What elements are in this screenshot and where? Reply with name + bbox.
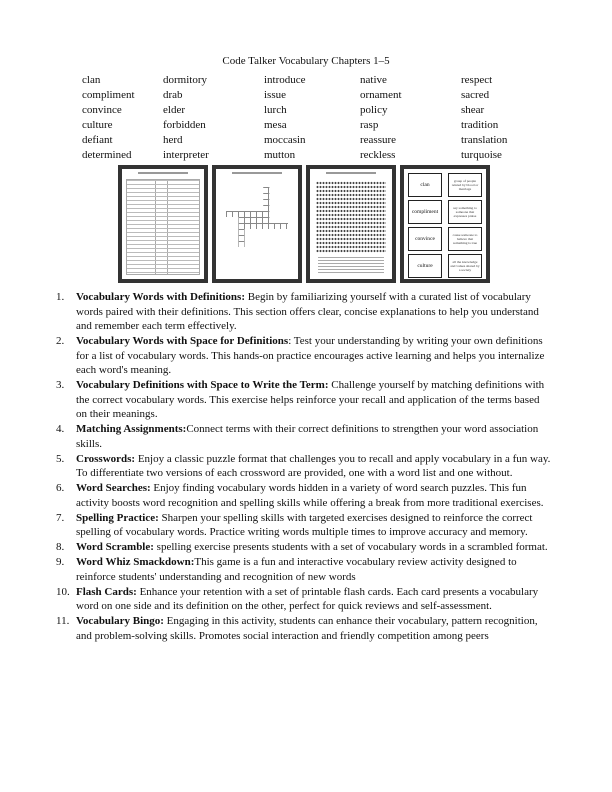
vocab-word: drab xyxy=(163,89,183,101)
vocab-word: mesa xyxy=(264,119,287,131)
item-number: 10. xyxy=(56,585,70,598)
item-heading: Word Whiz Smackdown: xyxy=(76,556,195,568)
vocab-word: moccasin xyxy=(264,134,306,146)
vocab-word: introduce xyxy=(264,74,306,86)
vocab-word: clan xyxy=(82,74,101,86)
item-description: This game is a fun and interactive vocabulary review activity designed to reinforce students' understanding and recognition of new words xyxy=(76,556,517,583)
flashcard-term: clan xyxy=(408,173,442,197)
item-heading: Crosswords: xyxy=(76,452,136,465)
vocab-word: policy xyxy=(360,104,388,116)
vocab-word: ornament xyxy=(360,89,402,101)
vocab-word: determined xyxy=(82,149,132,161)
list-item xyxy=(56,540,552,555)
item-heading: Vocabulary Words with Definitions: xyxy=(76,291,245,303)
list-item xyxy=(56,585,552,614)
item-number: 3. xyxy=(56,379,65,391)
list-item xyxy=(56,422,552,451)
activity-list xyxy=(56,290,552,644)
vocabulary-word-grid xyxy=(82,73,542,163)
item-description: Engaging in this activity, students can enhance their vocabulary, pattern recognition, and problem-solving skills. Promotes social interaction and friendly competition among peers xyxy=(76,615,538,642)
flashcard-definition: cause someone to believe that something is true xyxy=(448,227,482,251)
item-number: 2. xyxy=(56,335,65,347)
item-number: 4. xyxy=(56,423,65,435)
preview-thumbnails xyxy=(118,165,490,283)
vocab-word: compliment xyxy=(82,89,135,101)
item-heading: Vocabulary Bingo: xyxy=(76,615,164,627)
vocab-word: translation xyxy=(461,134,508,146)
item-number: 1. xyxy=(56,291,65,303)
flashcard-definition: group of people related by blood or marriage xyxy=(448,173,482,197)
item-description: Connect terms with their correct definitions to strengthen your word association skills. xyxy=(76,423,539,450)
vocab-word: defiant xyxy=(82,134,113,146)
vocab-word: herd xyxy=(163,134,183,146)
list-item xyxy=(56,555,552,584)
item-description: Challenge yourself by matching definitions with the correct vocabulary words. This exercise helps reinforce your recall and application of the terms based on their meanings. xyxy=(76,379,545,420)
vocab-word: culture xyxy=(82,119,113,131)
flashcard-term: compliment xyxy=(408,200,442,224)
vocab-word: rasp xyxy=(360,119,379,131)
flashcard-term: culture xyxy=(408,254,442,278)
item-description: : Test your understanding by writing your own definitions for a list of vocabulary words. This hands-on practice encourages active learning and helps you internalize each word's meaning. xyxy=(76,335,545,376)
vocab-word: reckless xyxy=(360,149,396,161)
item-number: 9. xyxy=(56,556,65,568)
flashcard-term: convince xyxy=(408,227,442,251)
list-item xyxy=(56,614,552,643)
item-heading: Matching Assignments: xyxy=(76,423,187,435)
vocab-word: forbidden xyxy=(163,119,206,131)
item-description: spelling exercise presents students with a set of vocabulary words in a scrambled format. xyxy=(153,541,548,553)
vocab-word: native xyxy=(360,74,387,86)
item-number: 6. xyxy=(56,482,65,494)
item-description: Enjoy a classic puzzle format that challenges you to recall and apply vocabulary in a fun way. To differentiate two versions of each crossword are provided, one with a word list and one without. xyxy=(76,452,551,479)
vocab-word: sacred xyxy=(461,89,490,101)
page-title: Code Talker Vocabulary Chapters 1–5 xyxy=(222,55,390,67)
flash-cards-thumbnail xyxy=(400,165,490,283)
item-heading: Word Scramble: xyxy=(76,541,154,553)
item-heading: Spelling Practice: xyxy=(76,511,159,524)
crossword-thumbnail xyxy=(212,165,302,283)
vocab-word: tradition xyxy=(461,119,499,131)
flashcard-definition: say something to someone that expresses praise xyxy=(448,200,482,224)
list-item xyxy=(56,334,552,378)
vocab-word: respect xyxy=(461,74,493,86)
vocab-word: mutton xyxy=(264,149,296,161)
word-search-thumbnail xyxy=(306,165,396,283)
vocab-word: issue xyxy=(264,89,286,101)
item-description: Sharpen your spelling skills with targeted exercises designed to reinforce the correct spelling of vocabulary words. Practice writing words multiple times to improve accuracy and memory. xyxy=(76,511,533,538)
item-number: 8. xyxy=(56,541,65,553)
item-description: Enhance your retention with a set of printable flash cards. Each card presents a vocabulary word on one side and its definition on the other, perfect for quick reviews and self-assessment. xyxy=(76,585,539,612)
vocab-word: elder xyxy=(163,104,185,116)
list-item xyxy=(56,290,552,334)
vocab-word: shear xyxy=(461,104,485,116)
item-heading: Flash Cards: xyxy=(76,585,137,598)
vocab-word: interpreter xyxy=(163,149,209,161)
vocab-word: reassure xyxy=(360,134,397,146)
vocab-word: convince xyxy=(82,104,122,116)
vocab-word: turquoise xyxy=(461,149,502,161)
list-item xyxy=(56,511,552,540)
list-item xyxy=(56,452,552,481)
item-heading: Word Searches: xyxy=(76,482,151,494)
item-number: 11. xyxy=(56,615,70,627)
item-number: 5. xyxy=(56,452,65,465)
item-description: Enjoy finding vocabulary words hidden in a variety of word search puzzles. This fun activity boosts word recognition and spelling skills while offering a break from more traditional exercises. xyxy=(76,482,544,509)
item-heading: Vocabulary Definitions with Space to Write the Term: xyxy=(76,379,329,391)
definitions-worksheet-thumbnail xyxy=(118,165,208,283)
list-item xyxy=(56,481,552,510)
item-description: Begin by familiarizing yourself with a curated list of vocabulary words paired with their definitions. This section offers clear, concise explanations to help you understand and remember each term effectively. xyxy=(76,291,539,332)
vocab-word: lurch xyxy=(264,104,287,116)
flashcard-definition: all the knowledge and values shared by a society xyxy=(448,254,482,278)
item-number: 7. xyxy=(56,511,65,524)
item-heading: Vocabulary Words with Space for Definitions xyxy=(76,335,289,347)
list-item xyxy=(56,378,552,422)
vocab-word: dormitory xyxy=(163,74,207,86)
